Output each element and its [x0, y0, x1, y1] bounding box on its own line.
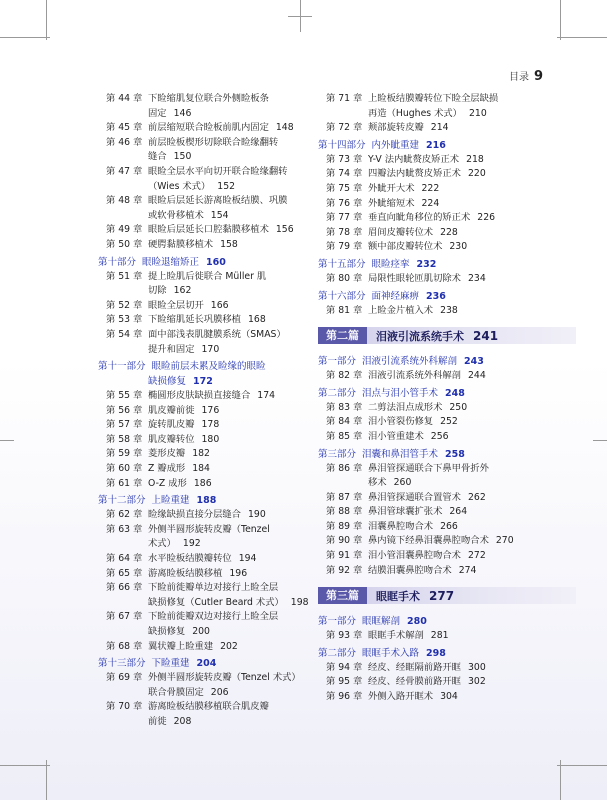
- chapter-page-number: 270: [495, 535, 514, 547]
- part-title: 泪液引流系统外科解剖: [362, 356, 458, 368]
- part-number: 第十部分: [98, 256, 137, 268]
- toc-chapter-entry[interactable]: [98, 238, 348, 253]
- part-title: 内外眦重建: [371, 139, 420, 151]
- chapter-page-number: 234: [467, 272, 486, 284]
- toc-chapter-entry[interactable]: [98, 581, 348, 610]
- chapter-number: 第 61 章: [106, 477, 143, 489]
- chapter-number: 第 56 章: [106, 404, 143, 416]
- chapter-page-number: 266: [440, 520, 458, 532]
- toc-chapter-entry[interactable]: [318, 675, 576, 690]
- chapter-title: 外侧半圆形旋转皮瓣（Tenzel 术式） 192: [148, 523, 270, 550]
- chapter-number: 第 44 章: [106, 93, 143, 104]
- chapter-number: 第 84 章: [326, 416, 363, 428]
- chapter-title: 椭圆形皮肤缺损直接缝合 174: [148, 390, 276, 402]
- toc-chapter-entry[interactable]: [98, 700, 348, 729]
- toc-chapter-entry[interactable]: [98, 567, 348, 582]
- chapter-page-number: 214: [430, 122, 449, 134]
- toc-chapter-entry[interactable]: [98, 270, 348, 299]
- toc-chapter-entry[interactable]: [318, 304, 576, 319]
- chapter-title: 下睑前徙瓣单边对接行上睑全层 缺损修复（Cutler Beard 术式） 198: [148, 582, 309, 608]
- chapter-title: 前层缩短联合睑板前肌内固定 148: [148, 122, 294, 134]
- part-number: 第一部分: [318, 356, 357, 368]
- chapter-number: 第 57 章: [106, 419, 143, 431]
- chapter-title: 外侧半圆形旋转皮瓣（Tenzel 术式） 联合骨膜固定 206: [148, 672, 301, 698]
- toc-part-heading[interactable]: [318, 447, 576, 462]
- part-title: 眼眶解剖: [362, 616, 401, 628]
- chapter-number: 第 45 章: [106, 122, 143, 134]
- chapter-title: 翼状瓣上睑重建 202: [148, 640, 238, 652]
- toc-chapter-entry[interactable]: [318, 92, 576, 121]
- toc-part-heading[interactable]: [98, 656, 348, 671]
- chapter-title: 水平睑板结膜瓣转位 194: [148, 553, 257, 565]
- chapter-page-number: 222: [421, 182, 440, 194]
- chapter-title: Z 瓣成形 184: [148, 463, 210, 475]
- chapter-page-number: 260: [393, 477, 412, 489]
- section-number: 第三篇: [318, 587, 367, 604]
- chapter-page-number: 152: [217, 180, 236, 192]
- part-number: 第二部分: [318, 647, 357, 659]
- chapter-title: 泪小管重建术 256: [368, 430, 449, 442]
- chapter-title: 鼻泪管探通联合置管术 262: [368, 491, 486, 503]
- chapter-number: 第 50 章: [106, 238, 143, 250]
- chapter-page-number: 228: [440, 226, 458, 238]
- chapter-number: 第 95 章: [326, 676, 363, 688]
- chapter-number: 第 64 章: [106, 553, 143, 565]
- part-title: 上睑重建: [151, 495, 190, 507]
- part-page-number: 243: [464, 356, 484, 368]
- part-title: 眼睑前层未累及睑缘的眼睑: [151, 361, 266, 373]
- chapter-number: 第 62 章: [106, 509, 143, 521]
- chapter-title: 泪囊鼻腔吻合术 266: [368, 520, 458, 532]
- chapter-page-number: 206: [210, 686, 229, 698]
- chapter-number: 第 47 章: [106, 165, 143, 177]
- chapter-page-number: 274: [458, 564, 477, 576]
- chapter-page-number: 264: [449, 506, 468, 518]
- part-page-number: 216: [426, 139, 446, 151]
- part-heading-line: [98, 359, 348, 374]
- chapter-title: 眼眶手术解剖 281: [368, 630, 449, 642]
- part-number: 第十三部分: [98, 658, 146, 670]
- toc-chapter-entry[interactable]: [98, 671, 348, 700]
- chapter-number: 第 71 章: [326, 93, 363, 104]
- chapter-number: 第 78 章: [326, 226, 363, 238]
- chapter-title: 泪小管裂伤修复 252: [368, 416, 458, 428]
- chapter-page-number: 180: [201, 433, 220, 445]
- chapter-page-number: 184: [192, 463, 210, 475]
- chapter-page-number: 150: [173, 151, 192, 163]
- toc-chapter-entry[interactable]: [98, 462, 348, 477]
- toc-chapter-entry[interactable]: [318, 491, 576, 506]
- toc-section-banner[interactable]: [318, 587, 576, 604]
- crop-mark: [46, 0, 47, 40]
- part-number: 第一部分: [318, 616, 357, 628]
- chapter-page-number: 170: [201, 343, 220, 355]
- toc-part-heading[interactable]: [98, 359, 348, 389]
- toc-right-column: [318, 92, 576, 705]
- chapter-title: 眉间皮瓣转位术 228: [368, 226, 458, 238]
- toc-chapter-entry[interactable]: [318, 661, 576, 676]
- chapter-number: 第 53 章: [106, 314, 143, 326]
- chapter-page-number: 202: [220, 640, 238, 652]
- section-title: 眼眶手术: [376, 589, 420, 603]
- chapter-number: 第 89 章: [326, 520, 363, 532]
- chapter-number: 第 91 章: [326, 550, 363, 562]
- toc-chapter-entry[interactable]: [318, 121, 576, 136]
- chapter-page-number: 186: [193, 477, 212, 489]
- chapter-title: 外眦缩短术 224: [368, 197, 440, 209]
- chapter-title: 眼睑全层水平向切开联合睑缘翻转 （Wies 术式） 152: [148, 165, 288, 192]
- chapter-number: 第 85 章: [326, 430, 363, 442]
- toc-chapter-entry[interactable]: [318, 415, 576, 430]
- chapter-page-number: 302: [467, 676, 486, 688]
- chapter-title: 外侧入路开眶术 304: [368, 691, 458, 703]
- chapter-title: 下睑前徙瓣双边对接行上睑全层 缺损修复 200: [148, 611, 279, 637]
- toc-part-heading[interactable]: [318, 386, 576, 401]
- chapter-page-number: 224: [421, 197, 440, 209]
- chapter-title: 外眦开大术 222: [368, 182, 440, 194]
- toc-chapter-entry[interactable]: [98, 404, 348, 419]
- chapter-page-number: 190: [247, 509, 266, 521]
- chapter-page-number: 158: [220, 238, 238, 250]
- section-page-number: 277: [429, 588, 455, 603]
- part-number: 第十六部分: [318, 290, 366, 302]
- toc-chapter-entry[interactable]: [98, 523, 348, 552]
- toc-chapter-entry[interactable]: [98, 610, 348, 639]
- toc-chapter-entry[interactable]: [318, 182, 576, 197]
- toc-chapter-entry[interactable]: [98, 389, 348, 404]
- toc-chapter-entry[interactable]: [98, 136, 348, 165]
- chapter-number: 第 81 章: [326, 304, 363, 316]
- section-page-number: 241: [473, 328, 499, 343]
- chapter-title: O-Z 成形 186: [148, 477, 212, 489]
- chapter-title: 鼻泪管探通联合下鼻甲骨折外 移术 260: [368, 462, 489, 489]
- chapter-number: 第 94 章: [326, 661, 363, 673]
- chapter-number: 第 90 章: [326, 535, 363, 547]
- part-page-number: 258: [445, 448, 465, 460]
- part-page-number: 248: [445, 387, 465, 399]
- toc-chapter-entry[interactable]: [318, 520, 576, 535]
- section-number: 第二篇: [318, 327, 367, 344]
- chapter-number: 第 96 章: [326, 691, 363, 703]
- chapter-page-number: 250: [449, 401, 468, 413]
- chapter-page-number: 218: [466, 153, 484, 165]
- chapter-page-number: 156: [275, 224, 294, 236]
- toc-chapter-entry[interactable]: [98, 313, 348, 328]
- part-page-number: 232: [416, 258, 437, 270]
- chapter-title: 鼻泪管球囊扩张术 264: [368, 506, 468, 518]
- part-page-number: 204: [196, 658, 217, 670]
- toc-part-heading[interactable]: [318, 257, 576, 272]
- toc-chapter-entry[interactable]: [98, 552, 348, 567]
- chapter-number: 第 73 章: [326, 153, 363, 165]
- part-page-number: 172: [193, 376, 213, 388]
- chapter-page-number: 192: [182, 538, 201, 550]
- chapter-number: 第 59 章: [106, 448, 143, 460]
- crop-mark: [593, 440, 607, 441]
- chapter-page-number: 166: [210, 299, 229, 311]
- chapter-number: 第 48 章: [106, 195, 143, 207]
- part-title: 面神经麻痹: [371, 290, 420, 302]
- chapter-title: 眼睑全层切开 166: [148, 299, 229, 311]
- chapter-page-number: 174: [257, 390, 276, 402]
- toc-chapter-entry[interactable]: [98, 433, 348, 448]
- toc-chapter-entry[interactable]: [98, 194, 348, 223]
- part-title: 眼睑退缩矫正: [142, 256, 200, 268]
- chapter-number: 第 65 章: [106, 567, 143, 579]
- crop-mark: [0, 440, 14, 441]
- chapter-number: 第 75 章: [326, 182, 363, 194]
- part-page-number: 280: [407, 616, 427, 628]
- toc-part-heading[interactable]: [98, 493, 348, 508]
- toc-chapter-entry[interactable]: [98, 447, 348, 462]
- chapter-title: 二剪法泪点成形术 250: [368, 401, 468, 413]
- chapter-number: 第 82 章: [326, 370, 363, 382]
- running-header: [509, 68, 543, 84]
- part-number: 第三部分: [318, 448, 357, 460]
- part-number: 第十二部分: [98, 495, 146, 507]
- chapter-title: 硬腭黏膜移植术 158: [148, 238, 238, 250]
- part-title: 眼眶手术入路: [362, 647, 420, 659]
- chapter-number: 第 63 章: [106, 523, 143, 535]
- toc-chapter-entry[interactable]: [318, 462, 576, 491]
- crop-mark: [560, 0, 561, 40]
- toc-chapter-entry[interactable]: [318, 690, 576, 705]
- part-page-number: 188: [196, 495, 217, 507]
- chapter-page-number: 304: [440, 691, 458, 703]
- chapter-number: 第 87 章: [326, 491, 363, 503]
- chapter-title: 面中部浅表肌腱膜系统（SMAS） 提升和固定 170: [148, 328, 286, 355]
- chapter-title: 游离睑板结膜移植 196: [148, 567, 248, 579]
- chapter-number: 第 93 章: [326, 630, 363, 642]
- toc-chapter-entry[interactable]: [318, 153, 576, 168]
- toc-part-heading[interactable]: [318, 646, 576, 661]
- chapter-page-number: 196: [229, 567, 248, 579]
- toc-chapter-entry[interactable]: [318, 369, 576, 384]
- chapter-page-number: 194: [238, 553, 257, 565]
- chapter-number: 第 80 章: [326, 272, 363, 284]
- part-number: 第十一部分: [98, 361, 146, 373]
- chapter-number: 第 66 章: [106, 582, 143, 594]
- chapter-page-number: 238: [440, 304, 458, 316]
- chapter-number: 第 79 章: [326, 241, 363, 253]
- toc-part-heading[interactable]: [318, 354, 576, 369]
- chapter-title: 经皮、经骨膜前路开眶 302: [368, 676, 486, 688]
- chapter-number: 第 86 章: [326, 462, 363, 474]
- toc-chapter-entry[interactable]: [98, 92, 348, 121]
- part-title: 泪点与泪小管手术: [362, 387, 439, 399]
- part-page-number: 236: [426, 290, 446, 302]
- toc-chapter-entry[interactable]: [318, 197, 576, 212]
- chapter-number: 第 88 章: [326, 506, 363, 518]
- chapter-number: 第 54 章: [106, 328, 143, 340]
- chapter-number: 第 76 章: [326, 197, 363, 209]
- crop-mark: [288, 16, 312, 17]
- chapter-title: 鼻内镜下经鼻泪囊鼻腔吻合术 270: [368, 535, 514, 547]
- part-title: 泪囊和鼻泪管手术: [362, 448, 439, 460]
- crop-mark: [557, 37, 607, 38]
- chapter-number: 第 69 章: [106, 672, 143, 684]
- chapter-page-number: 176: [201, 404, 220, 416]
- chapter-page-number: 198: [290, 596, 309, 608]
- chapter-page-number: 256: [430, 430, 449, 442]
- chapter-title: 睑缘缺损直接分层缝合 190: [148, 509, 266, 521]
- toc-part-heading[interactable]: [318, 138, 576, 153]
- chapter-page-number: 300: [467, 661, 486, 673]
- chapter-number: 第 58 章: [106, 433, 143, 445]
- chapter-page-number: 262: [467, 491, 486, 503]
- chapter-number: 第 77 章: [326, 212, 363, 224]
- part-number: 第十四部分: [318, 139, 366, 151]
- chapter-page-number: 220: [467, 168, 486, 180]
- toc-chapter-entry[interactable]: [318, 629, 576, 644]
- chapter-title: 四瓣法内眦赘皮矫正术 220: [368, 168, 486, 180]
- toc-left-column: [98, 92, 348, 730]
- chapter-page-number: 200: [192, 626, 210, 637]
- part-page-number: 298: [426, 647, 446, 659]
- chapter-page-number: 146: [173, 107, 192, 119]
- toc-chapter-entry[interactable]: [98, 418, 348, 433]
- header-page-number: 9: [533, 69, 543, 84]
- crop-mark: [557, 765, 607, 766]
- chapter-number: 第 72 章: [326, 122, 363, 134]
- chapter-page-number: 230: [449, 241, 468, 253]
- toc-chapter-entry[interactable]: [98, 299, 348, 314]
- toc-chapter-entry[interactable]: [318, 549, 576, 564]
- chapter-title: 前层睑板楔形切除联合睑缘翻转 缝合 150: [148, 136, 279, 163]
- toc-chapter-entry[interactable]: [318, 430, 576, 445]
- toc-chapter-entry[interactable]: [318, 211, 576, 226]
- toc-chapter-entry[interactable]: [98, 165, 348, 194]
- toc-chapter-entry[interactable]: [98, 223, 348, 238]
- toc-part-heading[interactable]: [318, 614, 576, 629]
- part-title: 下睑重建: [151, 658, 190, 670]
- chapter-title: 肌皮瓣前徙 176: [148, 404, 220, 416]
- chapter-title: 下睑缩肌延长巩膜移植 168: [148, 314, 266, 326]
- chapter-number: 第 49 章: [106, 224, 143, 236]
- toc-chapter-entry[interactable]: [318, 564, 576, 579]
- crop-mark: [560, 760, 561, 800]
- chapter-page-number: 208: [173, 715, 192, 727]
- chapter-number: 第 68 章: [106, 640, 143, 652]
- chapter-title: 肌皮瓣转位 180: [148, 433, 220, 445]
- chapter-title: 经皮、经眶隔前路开眶 300: [368, 661, 486, 673]
- chapter-title: 结膜泪囊鼻腔吻合术 274: [368, 564, 477, 576]
- chapter-title: 眼睑后层延长口腔黏膜移植术 156: [148, 224, 294, 236]
- part-heading-line: [98, 374, 348, 389]
- toc-part-heading[interactable]: [98, 255, 348, 270]
- chapter-page-number: 162: [173, 285, 192, 297]
- chapter-page-number: 244: [467, 370, 486, 382]
- toc-section-banner[interactable]: [318, 327, 576, 344]
- toc-chapter-entry[interactable]: [318, 272, 576, 287]
- chapter-page-number: 252: [440, 416, 458, 428]
- chapter-page-number: 210: [468, 107, 487, 119]
- chapter-title: 上睑板结膜瓣转位下睑全层缺损 再造（Hughes 术式） 210: [368, 93, 499, 119]
- chapter-number: 第 60 章: [106, 463, 143, 475]
- chapter-number: 第 70 章: [106, 701, 143, 713]
- crop-mark: [0, 37, 50, 38]
- chapter-page-number: 168: [247, 314, 266, 326]
- toc-chapter-entry[interactable]: [98, 508, 348, 523]
- chapter-title: 提上睑肌后徙联合 Müller 肌 切除 162: [148, 270, 267, 297]
- chapter-title: 旋转肌皮瓣 178: [148, 419, 220, 431]
- chapter-title: Y-V 法内眦赘皮矫正术 218: [368, 153, 484, 165]
- chapter-title: 眼睑后层延长游离睑板结膜、巩膜 或软骨移植术 154: [148, 195, 288, 221]
- chapter-title: 菱形皮瓣 182: [148, 448, 210, 460]
- chapter-title: 游离睑板结膜移植联合肌皮瓣 前徙 208: [148, 701, 269, 727]
- toc-chapter-entry[interactable]: [318, 240, 576, 255]
- toc-chapter-entry[interactable]: [98, 477, 348, 492]
- chapter-number: 第 55 章: [106, 390, 143, 402]
- toc-chapter-entry[interactable]: [318, 534, 576, 549]
- chapter-page-number: 148: [275, 122, 294, 134]
- part-title-continued: 缺损修复: [148, 376, 187, 388]
- toc-chapter-entry[interactable]: [318, 167, 576, 182]
- chapter-title: 额中部皮瓣转位术 230: [368, 241, 468, 253]
- toc-chapter-entry[interactable]: [318, 226, 576, 241]
- chapter-title: 垂直向眦角移位的矫正术 226: [368, 212, 496, 224]
- chapter-page-number: 281: [430, 630, 449, 642]
- chapter-number: 第 52 章: [106, 299, 143, 311]
- chapter-page-number: 154: [210, 209, 229, 221]
- chapter-number: 第 51 章: [106, 270, 143, 282]
- chapter-number: 第 92 章: [326, 564, 363, 576]
- toc-chapter-entry[interactable]: [98, 121, 348, 136]
- section-title: 泪液引流系统手术: [376, 329, 464, 343]
- chapter-number: 第 74 章: [326, 168, 363, 180]
- chapter-title: 上睑金片植入术 238: [368, 304, 458, 316]
- crop-mark: [0, 765, 50, 766]
- part-page-number: 160: [206, 256, 226, 268]
- part-number: 第二部分: [318, 387, 357, 399]
- chapter-number: 第 46 章: [106, 136, 143, 148]
- chapter-page-number: 272: [467, 550, 486, 562]
- chapter-title: 颊部旋转皮瓣 214: [368, 122, 449, 134]
- chapter-number: 第 83 章: [326, 401, 363, 413]
- chapter-title: 下睑缩肌复位联合外侧睑板条 固定 146: [148, 93, 269, 119]
- toc-part-heading[interactable]: [318, 289, 576, 304]
- toc-chapter-entry[interactable]: [318, 505, 576, 520]
- chapter-title: 局限性眼轮匝肌切除术 234: [368, 272, 486, 284]
- chapter-page-number: 182: [192, 448, 210, 460]
- toc-chapter-entry[interactable]: [318, 401, 576, 416]
- part-title: 眼睑痉挛: [371, 258, 410, 270]
- toc-chapter-entry[interactable]: [98, 328, 348, 357]
- chapter-page-number: 178: [201, 419, 220, 431]
- toc-chapter-entry[interactable]: [98, 640, 348, 655]
- chapter-title: 泪小管泪囊鼻腔吻合术 272: [368, 550, 486, 562]
- crop-mark: [46, 760, 47, 800]
- part-number: 第十五部分: [318, 258, 366, 270]
- chapter-number: 第 67 章: [106, 611, 143, 623]
- header-section-label: 目录: [508, 72, 529, 83]
- chapter-page-number: 226: [477, 212, 496, 224]
- chapter-title: 泪液引流系统外科解剖 244: [368, 370, 486, 382]
